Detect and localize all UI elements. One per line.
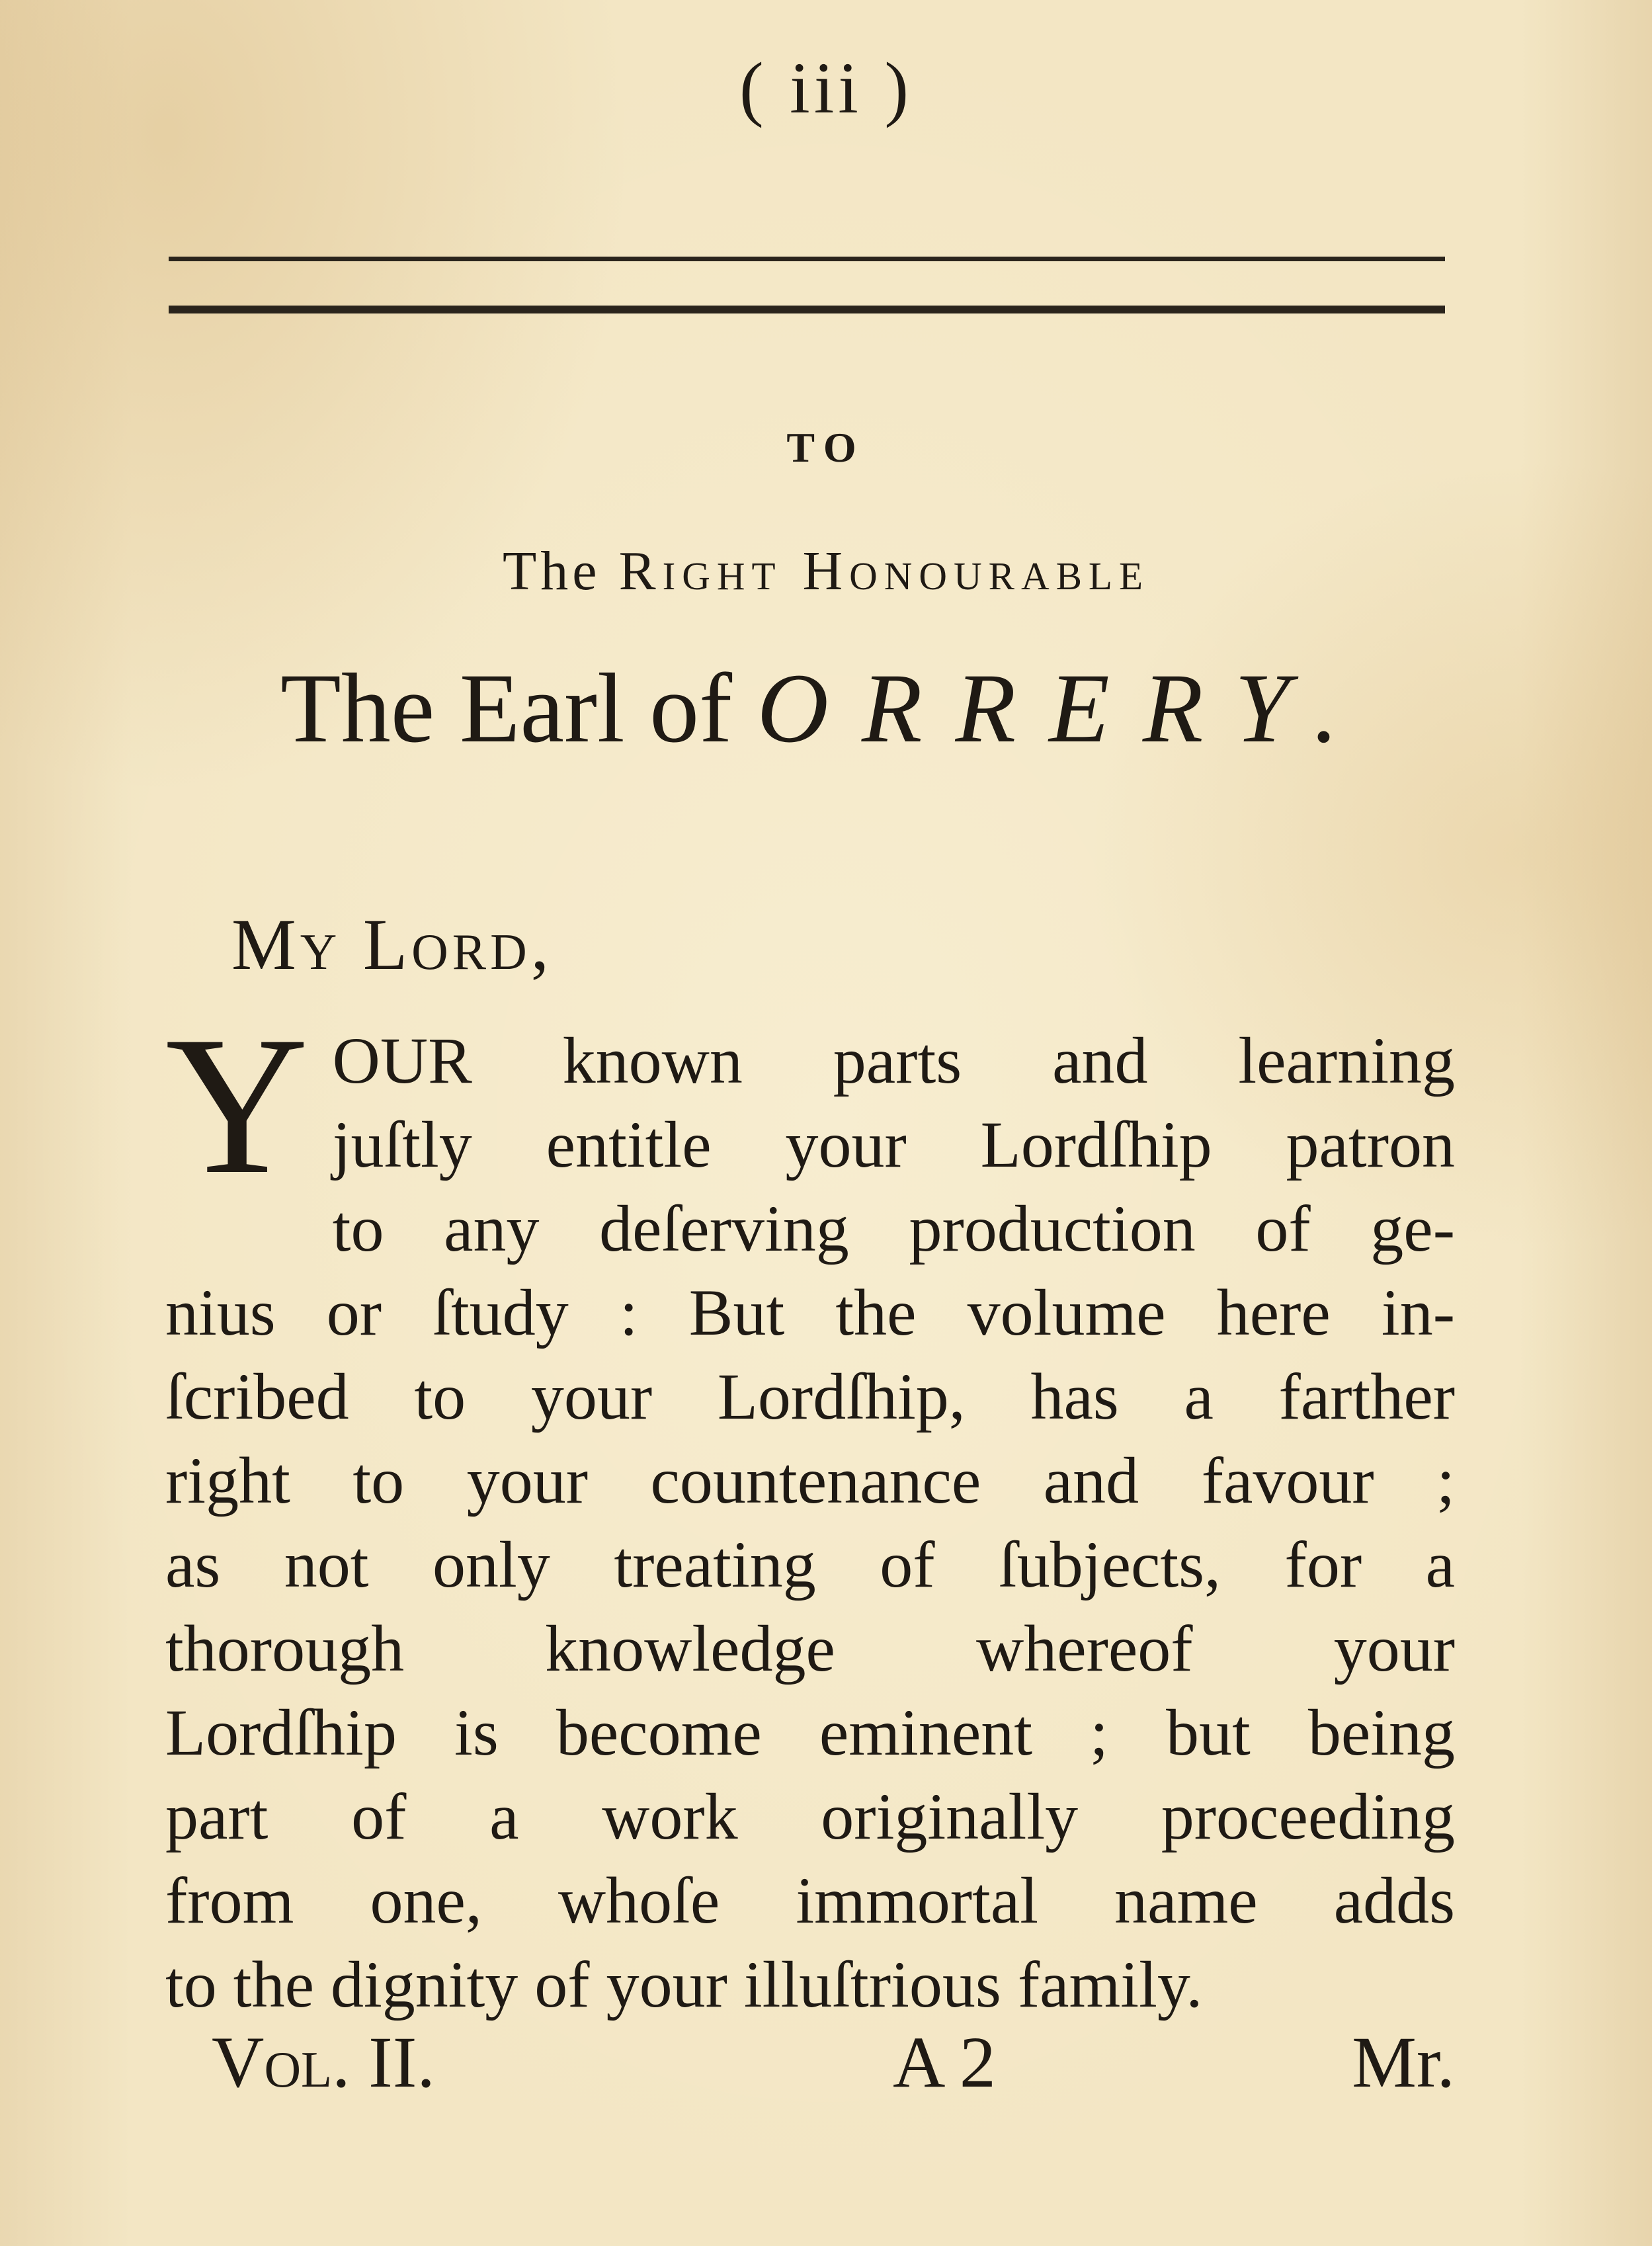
honourable-title: Right Honourable xyxy=(618,540,1149,602)
body-line: ſcribed to your Lordſhip, has a farther xyxy=(165,1360,1455,1433)
volume-label: Vol. II. xyxy=(212,2022,435,2102)
catchword: Mr. xyxy=(1352,2022,1455,2102)
body-line: right to your countenance and favour ; xyxy=(165,1444,1455,1517)
page-number: ( iii ) xyxy=(739,48,913,128)
body-line: thorough knowledge whereof your xyxy=(165,1612,1455,1685)
earl-name: ORRERY. xyxy=(757,653,1372,763)
earl-prefix: The Earl of xyxy=(280,653,733,763)
dedication-earl xyxy=(0,651,1652,765)
top-rule-thin xyxy=(169,257,1445,261)
body-line: as not only treating of ſubjects, for a xyxy=(165,1528,1455,1601)
body-line: part of a work originally proceeding xyxy=(165,1780,1455,1853)
body-line: nius or ſtudy : But the volume here in- xyxy=(165,1276,1455,1349)
body-line: juſtly entitle your Lordſhip patron xyxy=(332,1108,1455,1181)
signature-mark: A 2 xyxy=(893,2022,996,2102)
drop-cap: Y xyxy=(165,995,309,1215)
body-text xyxy=(165,995,1455,2026)
body-line: to any deſerving production of ge- xyxy=(332,1192,1455,1265)
body-line: to the dignity of your illuſtrious family. xyxy=(165,1948,1203,2021)
body-line: Lordſhip is become eminent ; but being xyxy=(165,1696,1455,1769)
dedication-honourable xyxy=(0,539,1652,603)
body-line: OUR known parts and learning xyxy=(332,1024,1455,1097)
top-rule-thick xyxy=(169,306,1445,313)
body-line: from one, whoſe immortal name adds xyxy=(165,1864,1455,1937)
dedication-to: TO xyxy=(786,424,866,471)
salutation: My Lord, xyxy=(231,904,554,985)
honourable-the: The xyxy=(502,540,601,602)
